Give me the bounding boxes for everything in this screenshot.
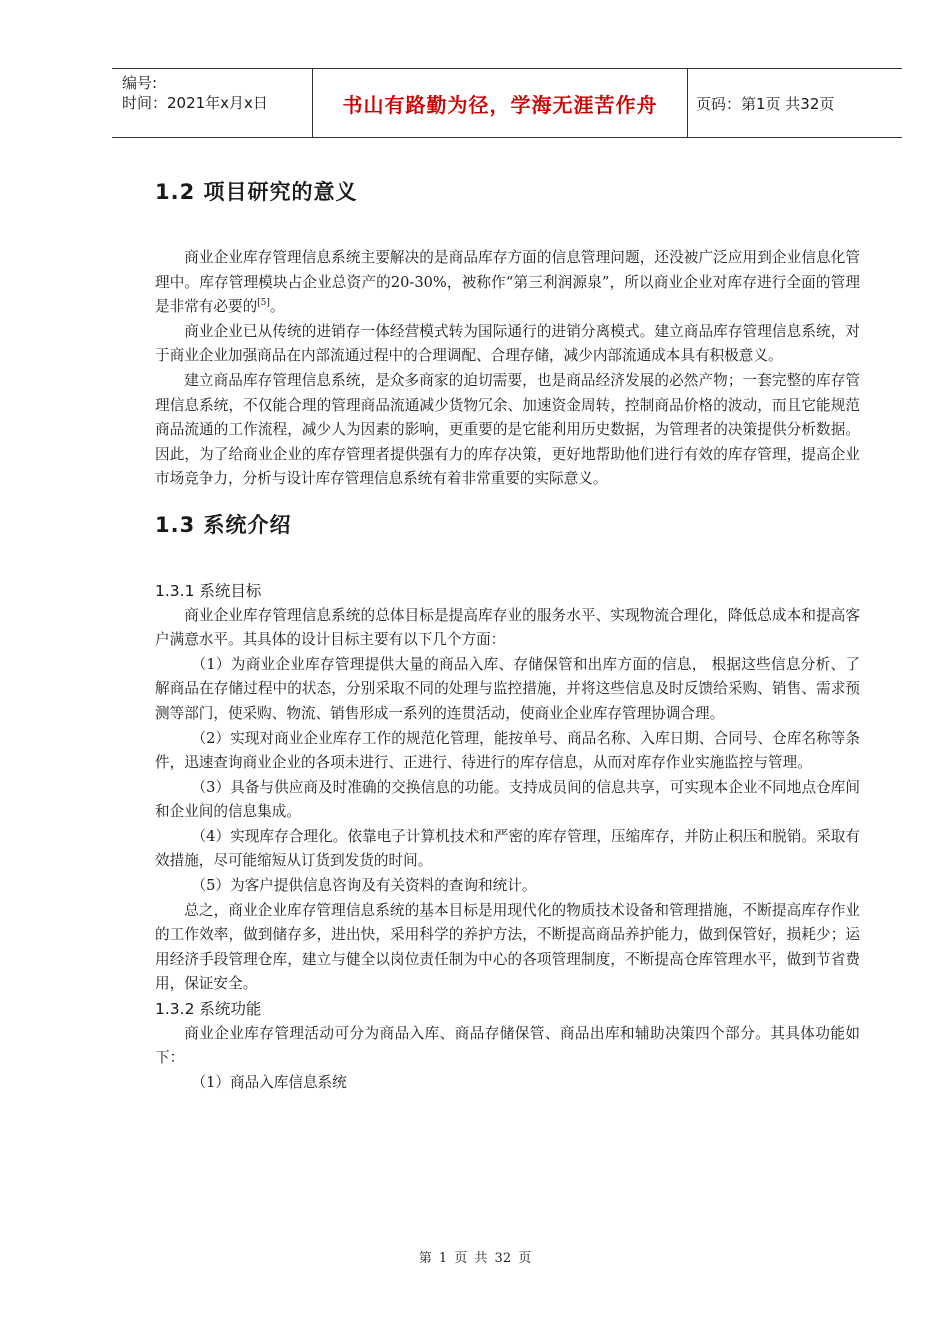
- list-item: （5）为客户提供信息咨询及有关资料的查询和统计。: [191, 877, 537, 895]
- list-item: （4）实现库存合理化。依靠电子计算机技术和严密的库存管理，压缩库存，并防止积压和脱销。采取有效措施，尽可能缩短从订货到发货的时间。: [155, 827, 860, 870]
- paragraph: [155, 246, 860, 320]
- paragraph-text-end: 。: [269, 298, 285, 316]
- paragraph-text: 商业企业库存管理信息系统主要解决的是商品库存方面的信息管理问题，还没被广泛应用到企业信息化管理中。库存管理模块占企业总资产的20-30%，被称作“第三利润源泉”，所以商业企业对库存进行全面的管理是非常有必要的: [155, 249, 860, 316]
- document-body: [155, 172, 860, 1095]
- header-meta: [112, 69, 312, 137]
- page-header: [112, 68, 902, 138]
- section-1-3-title: 1.3 系统介绍: [155, 512, 292, 537]
- page-info: 页码：第1页 共32页: [696, 94, 835, 113]
- motto-text: 书山有路勤为径，学海无涯苦作舟: [342, 92, 658, 117]
- subsection-1-3-1-title: 1.3.1 系统目标: [155, 581, 262, 600]
- header-motto-cell: [312, 69, 688, 137]
- section-1-2-title: 1.2 项目研究的意义: [155, 180, 358, 204]
- page-footer: 第 1 页 共 32 页: [418, 1251, 532, 1266]
- header-page-info-cell: [686, 69, 912, 137]
- paragraph: 商业企业库存管理活动可分为商品入库、商品存储保管、商品出库和辅助决策四个部分。其具体功能如下：: [155, 1024, 860, 1067]
- paragraph: 商业企业库存管理信息系统的总体目标是提高库存业的服务水平、实现物流合理化，降低总成本和提高客户满意水平。其具体的设计目标主要有以下几个方面：: [155, 606, 860, 649]
- list-item: （1）商品入库信息系统: [191, 1073, 347, 1091]
- time-label: 时间：2021年x月x日: [122, 94, 268, 112]
- subsection-1-3-2-title: 1.3.2 系统功能: [155, 1000, 262, 1019]
- list-item: （2）实现对商业企业库存工作的规范化管理，能按单号、商品名称、入库日期、合同号、仓库名称等条件，迅速查询商业企业的各项未进行、正进行、待进行的库存信息，从而对库存作业实施监控与管理。: [155, 729, 860, 772]
- number-label: 编号:: [122, 74, 158, 92]
- paragraph: 商业企业已从传统的进销存一体经营模式转为国际通行的进销分离模式。建立商品库存管理信息系统，对于商业企业加强商品在内部流通过程中的合理调配、合理存储，减少内部流通成本具有积极意义。: [155, 322, 860, 365]
- list-item: （3）具备与供应商及时准确的交换信息的功能。支持成员间的信息共享，可实现本企业不同地点仓库间和企业间的信息集成。: [155, 778, 860, 821]
- paragraph: 总之，商业企业库存管理信息系统的基本目标是用现代化的物质技术设备和管理措施，不断提高库存作业的工作效率，做到储存多，进出快，采用科学的养护方法，不断提高商品养护能力，做到保管好，损耗少；运用经济手段管理仓库，建立与健全以岗位责任制为中心的各项管理制度，不断提高仓库管理水平，做到节省费用，保证安全。: [155, 901, 860, 993]
- citation-ref: [5]: [257, 298, 270, 309]
- paragraph: 建立商品库存管理信息系统，是众多商家的迫切需要，也是商品经济发展的必然产物；一套完整的库存管理信息系统，不仅能合理的管理商品流通减少货物冗余、加速资金周转，控制商品价格的波动，而且它能规范商品流通的工作流程，减少人为因素的影响，更重要的是它能利用历史数据，为管理者的决策提供分析数据。因此，为了给商业企业的库存管理者提供强有力的库存决策，更好地帮助他们进行有效的库存管理，提高企业市场竞争力，分析与设计库存管理信息系统有着非常重要的实际意义。: [155, 371, 860, 488]
- list-item: （1）为商业企业库存管理提供大量的商品入库、存储保管和出库方面的信息， 根据这些信息分析、了解商品在存储过程中的状态，分别采取不同的处理与监控措施，并将这些信息及时反馈给采购、销售、需求预测等部门，使采购、物流、销售形成一系列的连贯活动，使商业企业库存管理协调合理。: [155, 655, 860, 722]
